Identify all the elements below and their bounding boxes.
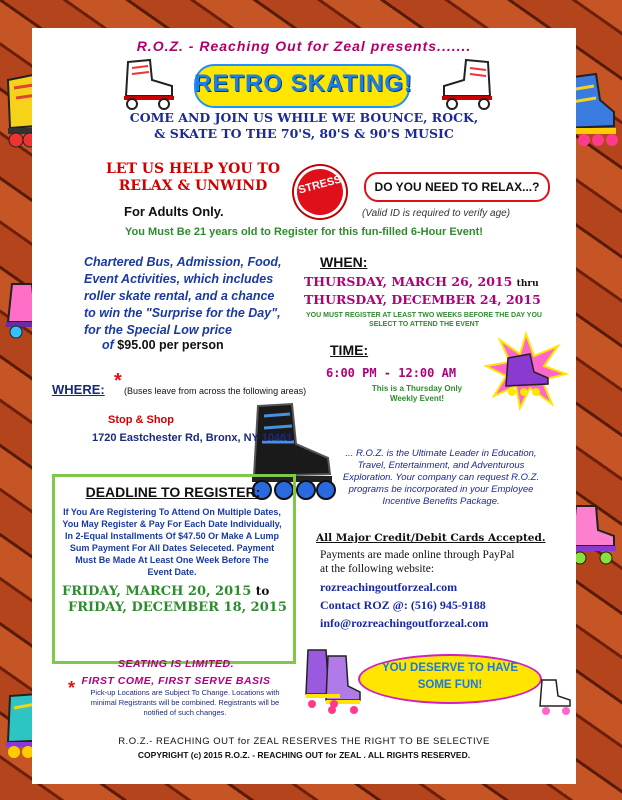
retro-roller-skate-left-icon — [116, 58, 182, 110]
invite-line-1: COME AND JOIN US WHILE WE BOUNCE, ROCK, — [129, 110, 479, 125]
relax-line-2: RELAX & UNWIND — [118, 178, 268, 194]
starburst-skate-icon — [486, 334, 566, 408]
copyright: COPYRIGHT (c) 2015 R.O.Z. - REACHING OUT for ZEAL . ALL RIGHTS RESERVED. — [137, 750, 471, 760]
pickup-address: 1720 Eastchester Rd, Bronx, NY 10461 — [92, 432, 293, 444]
start-date — [304, 274, 539, 289]
deadline-body: If You Are Registering To Attend On Multiple Dates, You May Register & Pay For Each Date Individually, In 2-Equal Installments Of $47.50 Or Make A Lump Sum Payment For All Dates Seleceted. Payment Must Be Made At Least One Week Before The Event Date. — [62, 507, 282, 577]
adults-only: For Adults Only. — [124, 204, 224, 219]
package-description: Chartered Bus, Admission, Food, Event Activities, which includes roller skate rental, and a chance to win the "Surprise for the Day", for the Special Low price — [84, 255, 282, 337]
thru-label: thru — [516, 279, 539, 289]
start-date-text: THURSDAY, MARCH 26, 2015 — [304, 274, 513, 289]
price-prefix: of — [102, 338, 114, 352]
purple-skates-icon — [304, 646, 364, 716]
pickup-asterisk: * — [68, 678, 76, 698]
deadline-date-1: FRIDAY, MARCH 20, 2015 — [62, 584, 252, 599]
fun-line-2: SOME FUN! — [417, 679, 483, 691]
roz-about: ... R.O.Z. is the Ultimate Leader in Education, Travel, Entertainment, and Adventurous Exploration. Your company can request R.O.Z. programs be incorporated in your Employee Incentive Benefits Package. — [342, 448, 540, 507]
price-value: $95.00 per person — [117, 338, 224, 352]
fun-text — [358, 660, 542, 694]
where-asterisk: * — [114, 370, 122, 392]
website-link[interactable]: rozreachingoutforzeal.com — [320, 580, 458, 594]
relax-headline — [98, 161, 288, 195]
when-heading: WHEN: — [320, 254, 368, 270]
where-note: (Buses leave from across the following areas) — [124, 386, 307, 396]
where-heading: WHERE: — [52, 382, 105, 397]
pickup-change-note: Pick-up Locations are Subject To Change. Locations with minimal Registrants will be combined. Registrants will be notified of such changes. — [90, 688, 280, 717]
end-date: THURSDAY, DECEMBER 24, 2015 — [304, 292, 541, 307]
seating-line-2: FIRST COME, FIRST SERVE BASIS — [81, 675, 271, 687]
title-banner-text: RETRO SKATING! — [194, 70, 413, 97]
deadline-date-end: FRIDAY, DECEMBER 18, 2015 — [68, 600, 287, 615]
relax-question: DO YOU NEED TO RELAX...? — [374, 180, 540, 194]
seating-line-1: SEATING IS LIMITED. — [117, 658, 235, 670]
contact-email[interactable]: info@rozreachingoutforzeal.com — [320, 616, 489, 630]
roller-skate-small-icon — [538, 676, 574, 716]
reserves-notice: R.O.Z.- REACHING OUT for ZEAL RESERVES THE RIGHT TO BE SELECTIVE — [118, 736, 490, 747]
relax-line-1: LET US HELP YOU TO — [105, 161, 281, 177]
cards-accepted: All Major Credit/Debit Cards Accepted. — [316, 532, 546, 544]
price-line — [102, 338, 224, 352]
stress-sign-label: STRESS — [297, 173, 343, 197]
seating-notice — [66, 656, 286, 690]
invite-line-2: & SKATE TO THE 70'S, 80'S & 90'S MUSIC — [154, 126, 454, 141]
valid-id-note: (Valid ID is required to verify age) — [362, 208, 511, 219]
thursday-only-note: This is a Thursday Only Weekly Event! — [371, 384, 463, 403]
deadline-to: to — [255, 584, 270, 598]
deadline-heading: DEADLINE TO REGISTER: — [85, 484, 261, 500]
flyer-sheet — [32, 28, 576, 784]
contact-phone: Contact ROZ @: (516) 945-9188 — [320, 598, 486, 612]
invite-text — [92, 110, 516, 142]
payment-info: Payments are made online through PayPal at the following website: — [320, 549, 515, 575]
age-requirement: You Must Be 21 years old to Register for this fun-filled 6-Hour Event! — [125, 226, 483, 238]
pickup-place: Stop & Shop — [108, 414, 174, 426]
time-value: 6:00 PM - 12:00 AM — [326, 366, 457, 380]
presenter-line: R.O.Z. - Reaching Out for Zeal presents....... — [136, 38, 472, 54]
deadline-date-start — [62, 584, 269, 599]
register-advance-note: YOU MUST REGISTER AT LEAST TWO WEEKS BEFORE THE DAY YOU SELECT TO ATTEND THE EVENT — [306, 312, 542, 328]
retro-roller-skate-right-icon — [434, 58, 500, 110]
time-heading: TIME: — [330, 342, 369, 358]
fun-line-1: YOU DESERVE TO HAVE — [381, 662, 519, 674]
